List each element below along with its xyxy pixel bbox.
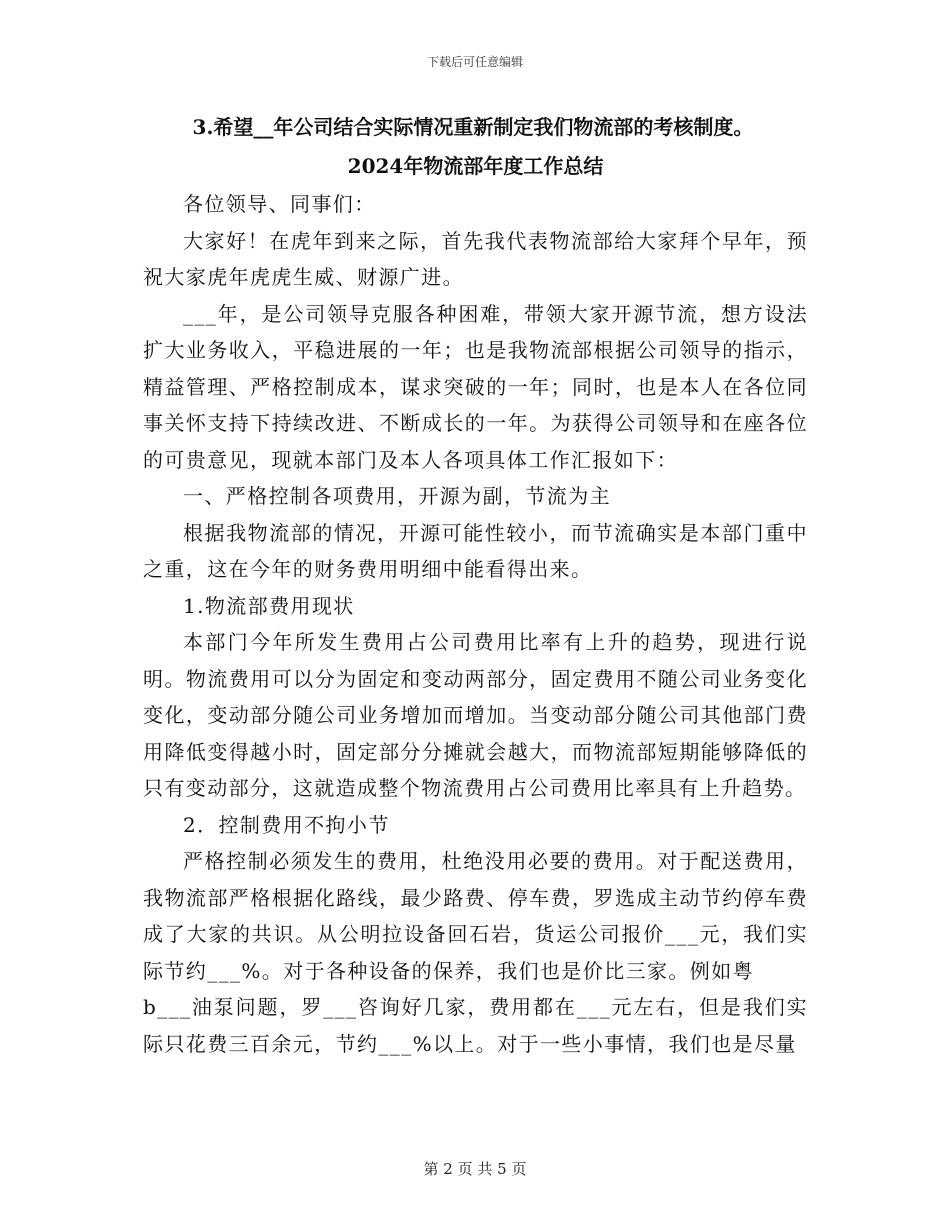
paragraph-cost-control-continued: b___油泵问题，罗___咨询好几家，费用都在___元左右，但是我们实际只花费三百余元，节约___%以上。对于一些小事情，我们也是尽量 bbox=[143, 995, 808, 1056]
paragraph-cost-status: 本部门今年所发生费用占公司费用比率有上升的趋势，现进行说明。物流费用可以分为固定和变动两部分，固定费用不随公司业务变化变化，变动部分随公司业务增加而增加。当变动部分随公司其他部门费用降低变得越小时，固定部分分摊就会越大，而物流部短期能够降低的只有变动部分，这就造成整个物流费用占公司费用比率具有上升趋势。 bbox=[143, 630, 808, 800]
paragraph-intro: ___年，是公司领导克服各种困难，带领大家开源节流，想方设法扩大业务收入，平稳进展的一年；也是我物流部根据公司领导的指示，精益管理、严格控制成本，谋求突破的一年；同时，也是本人在各位同事关怀支持下持续改进、不断成长的一年。为获得公司领导和在座各位的可贵意见，现就本部门及本人各项具体工作汇报如下： bbox=[143, 301, 808, 472]
page-header: 下载后可任意编辑 bbox=[426, 55, 523, 69]
heading-subsection-1: 1.物流部费用现状 bbox=[183, 593, 355, 618]
document-body bbox=[143, 108, 808, 1062]
heading-section-1: 一、严格控制各项费用，开源为副，节流为主 bbox=[183, 484, 611, 508]
document-title: 2024年物流部年度工作总结 bbox=[347, 154, 604, 178]
section-heading: 3.希望__年公司结合实际情况重新制定我们物流部的考核制度。 bbox=[192, 115, 754, 139]
salutation: 各位领导、同事们： bbox=[183, 192, 376, 216]
heading-subsection-2: 2．控制费用不拘小节 bbox=[183, 812, 390, 837]
paragraph-overview: 根据我物流部的情况，开源可能性较小，而节流确实是本部门重中之重，这在今年的财务费用明细中能看得出来。 bbox=[143, 520, 808, 581]
page-number: 第 2 页 共 5 页 bbox=[423, 1160, 527, 1178]
paragraph-cost-control: 严格控制必须发生的费用，杜绝没用必要的费用。对于配送费用，我物流部严格根据化路线，最少路费、停车费，罗选成主动节约停车费成了大家的共识。从公明拉设备回石岩，货运公司报价___元，我们实际节约___%。对于各种设备的保养，我们也是价比三家。例如粤 bbox=[143, 849, 808, 983]
paragraph-greeting: 大家好！在虎年到来之际，首先我代表物流部给大家拜个早年，预祝大家虎年虎虎生威、财源广进。 bbox=[143, 228, 808, 289]
